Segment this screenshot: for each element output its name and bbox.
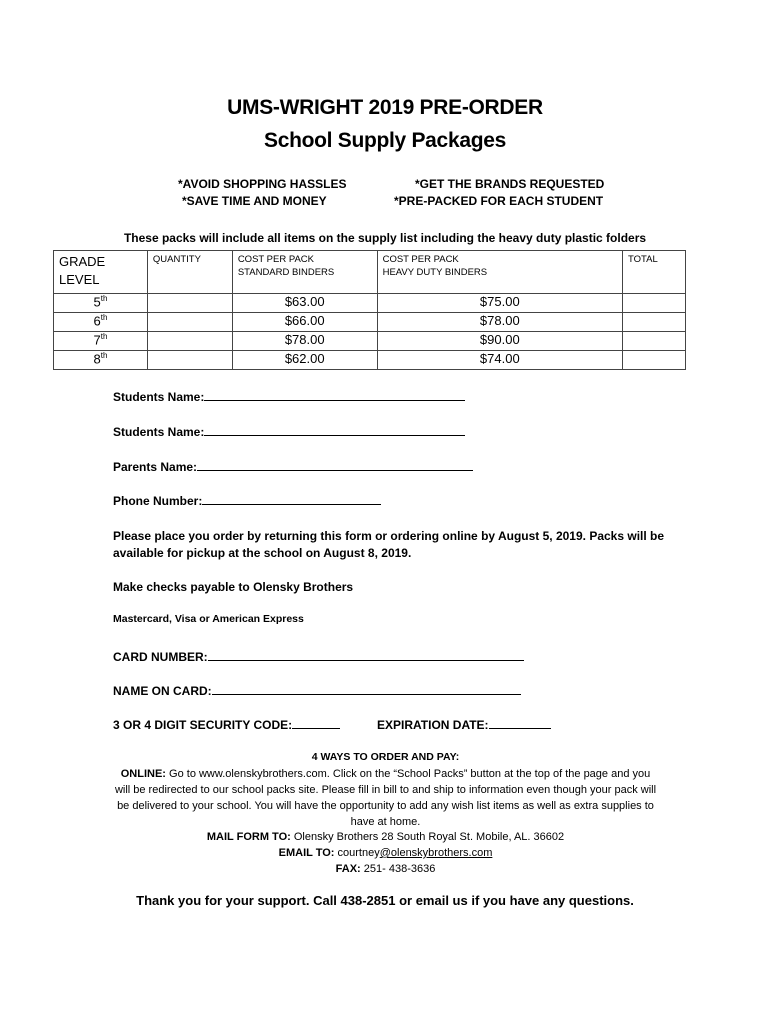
expiration-field: EXPIRATION DATE: <box>377 716 551 732</box>
student-name-input-2[interactable] <box>204 423 465 436</box>
ways-heading: 4 WAYS TO ORDER AND PAY: <box>311 751 460 763</box>
thank-you-text: Thank you for your support. Call 438-2851 or email us if you have any questions. <box>136 893 634 908</box>
total-cell[interactable] <box>623 351 686 370</box>
heavy-price-cell: $75.00 <box>377 294 622 313</box>
page-subtitle: School Supply Packages <box>264 129 506 152</box>
table-row <box>54 294 686 313</box>
grade-cell: 6th <box>54 313 148 332</box>
expiration-input[interactable] <box>489 716 551 729</box>
table-row <box>54 313 686 332</box>
student-name-input-1[interactable] <box>204 388 465 401</box>
heavy-price-cell: $74.00 <box>377 351 622 370</box>
heavy-price-cell: $78.00 <box>377 313 622 332</box>
grade-cell: 7th <box>54 332 148 351</box>
benefit-avoid-hassles: *AVOID SHOPPING HASSLES <box>178 177 347 191</box>
security-code-input[interactable] <box>292 716 340 729</box>
table-row <box>54 351 686 370</box>
page-title: UMS-WRIGHT 2019 PRE-ORDER <box>227 96 543 119</box>
phone-field: Phone Number: <box>113 492 381 508</box>
quantity-cell[interactable] <box>147 313 232 332</box>
standard-price-cell: $62.00 <box>232 351 377 370</box>
phone-input[interactable] <box>202 492 381 505</box>
header-heavy-duty-binders: COST PER PACK HEAVY DUTY BINDERS <box>377 251 622 294</box>
standard-price-cell: $63.00 <box>232 294 377 313</box>
table-row <box>54 332 686 351</box>
name-on-card-field: NAME ON CARD: <box>113 682 521 698</box>
grade-cell: 8th <box>54 351 148 370</box>
email-instructions: EMAIL TO: courtney@olenskybrothers.com <box>278 847 493 859</box>
parent-name-field: Parents Name: <box>113 458 473 474</box>
online-instructions: ONLINE: Go to www.olenskybrothers.com. Click on the “School Packs” button at the top of the page and you will be redirected to our school packs site. Please fill in bill to and ship to information even though your pack will be delivered to your school. You will have the opportunity to add any wish list items as well as extra supplies to have at home. <box>114 768 657 828</box>
standard-price-cell: $66.00 <box>232 313 377 332</box>
student-name-field-1: Students Name: <box>113 388 465 404</box>
student-name-field-2: Students Name: <box>113 423 465 439</box>
benefit-brands: *GET THE BRANDS REQUESTED <box>415 177 605 191</box>
header-grade-level: GRADE LEVEL <box>54 251 148 294</box>
parent-name-input[interactable] <box>197 458 473 471</box>
checks-payable-text: Make checks payable to Olensky Brothers <box>113 580 354 594</box>
fax-instructions: FAX: 251- 438-3636 <box>335 863 436 875</box>
header-standard-binders: COST PER PACK STANDARD BINDERS <box>232 251 377 294</box>
quantity-cell[interactable] <box>147 332 232 351</box>
security-code-field: 3 OR 4 DIGIT SECURITY CODE: <box>113 716 340 732</box>
total-cell[interactable] <box>623 313 686 332</box>
total-cell[interactable] <box>623 294 686 313</box>
table-header-row <box>54 251 686 294</box>
header-total: TOTAL <box>623 251 686 294</box>
grade-cell: 5th <box>54 294 148 313</box>
total-cell[interactable] <box>623 332 686 351</box>
card-number-field: CARD NUMBER: <box>113 648 524 664</box>
order-deadline-text: Please place you order by returning this form or ordering online by August 5, 2019. Packs will be available for pickup at the school on August 8, 2019. <box>113 529 665 560</box>
quantity-cell[interactable] <box>147 294 232 313</box>
card-number-input[interactable] <box>208 648 524 661</box>
heavy-price-cell: $90.00 <box>377 332 622 351</box>
order-table <box>53 250 686 370</box>
benefit-save-time: *SAVE TIME AND MONEY <box>182 194 327 208</box>
name-on-card-input[interactable] <box>212 682 521 695</box>
benefit-prepacked: *PRE-PACKED FOR EACH STUDENT <box>394 194 604 208</box>
email-link[interactable]: @olenskybrothers.com <box>379 847 493 859</box>
standard-price-cell: $78.00 <box>232 332 377 351</box>
quantity-cell[interactable] <box>147 351 232 370</box>
header-quantity: QUANTITY <box>147 251 232 294</box>
mail-instructions: MAIL FORM TO: Olensky Brothers 28 South Royal St. Mobile, AL. 36602 <box>206 831 565 843</box>
intro-text: These packs will include all items on the supply list including the heavy duty plastic folders <box>123 231 647 245</box>
cards-accepted-text: Mastercard, Visa or American Express <box>113 613 304 625</box>
